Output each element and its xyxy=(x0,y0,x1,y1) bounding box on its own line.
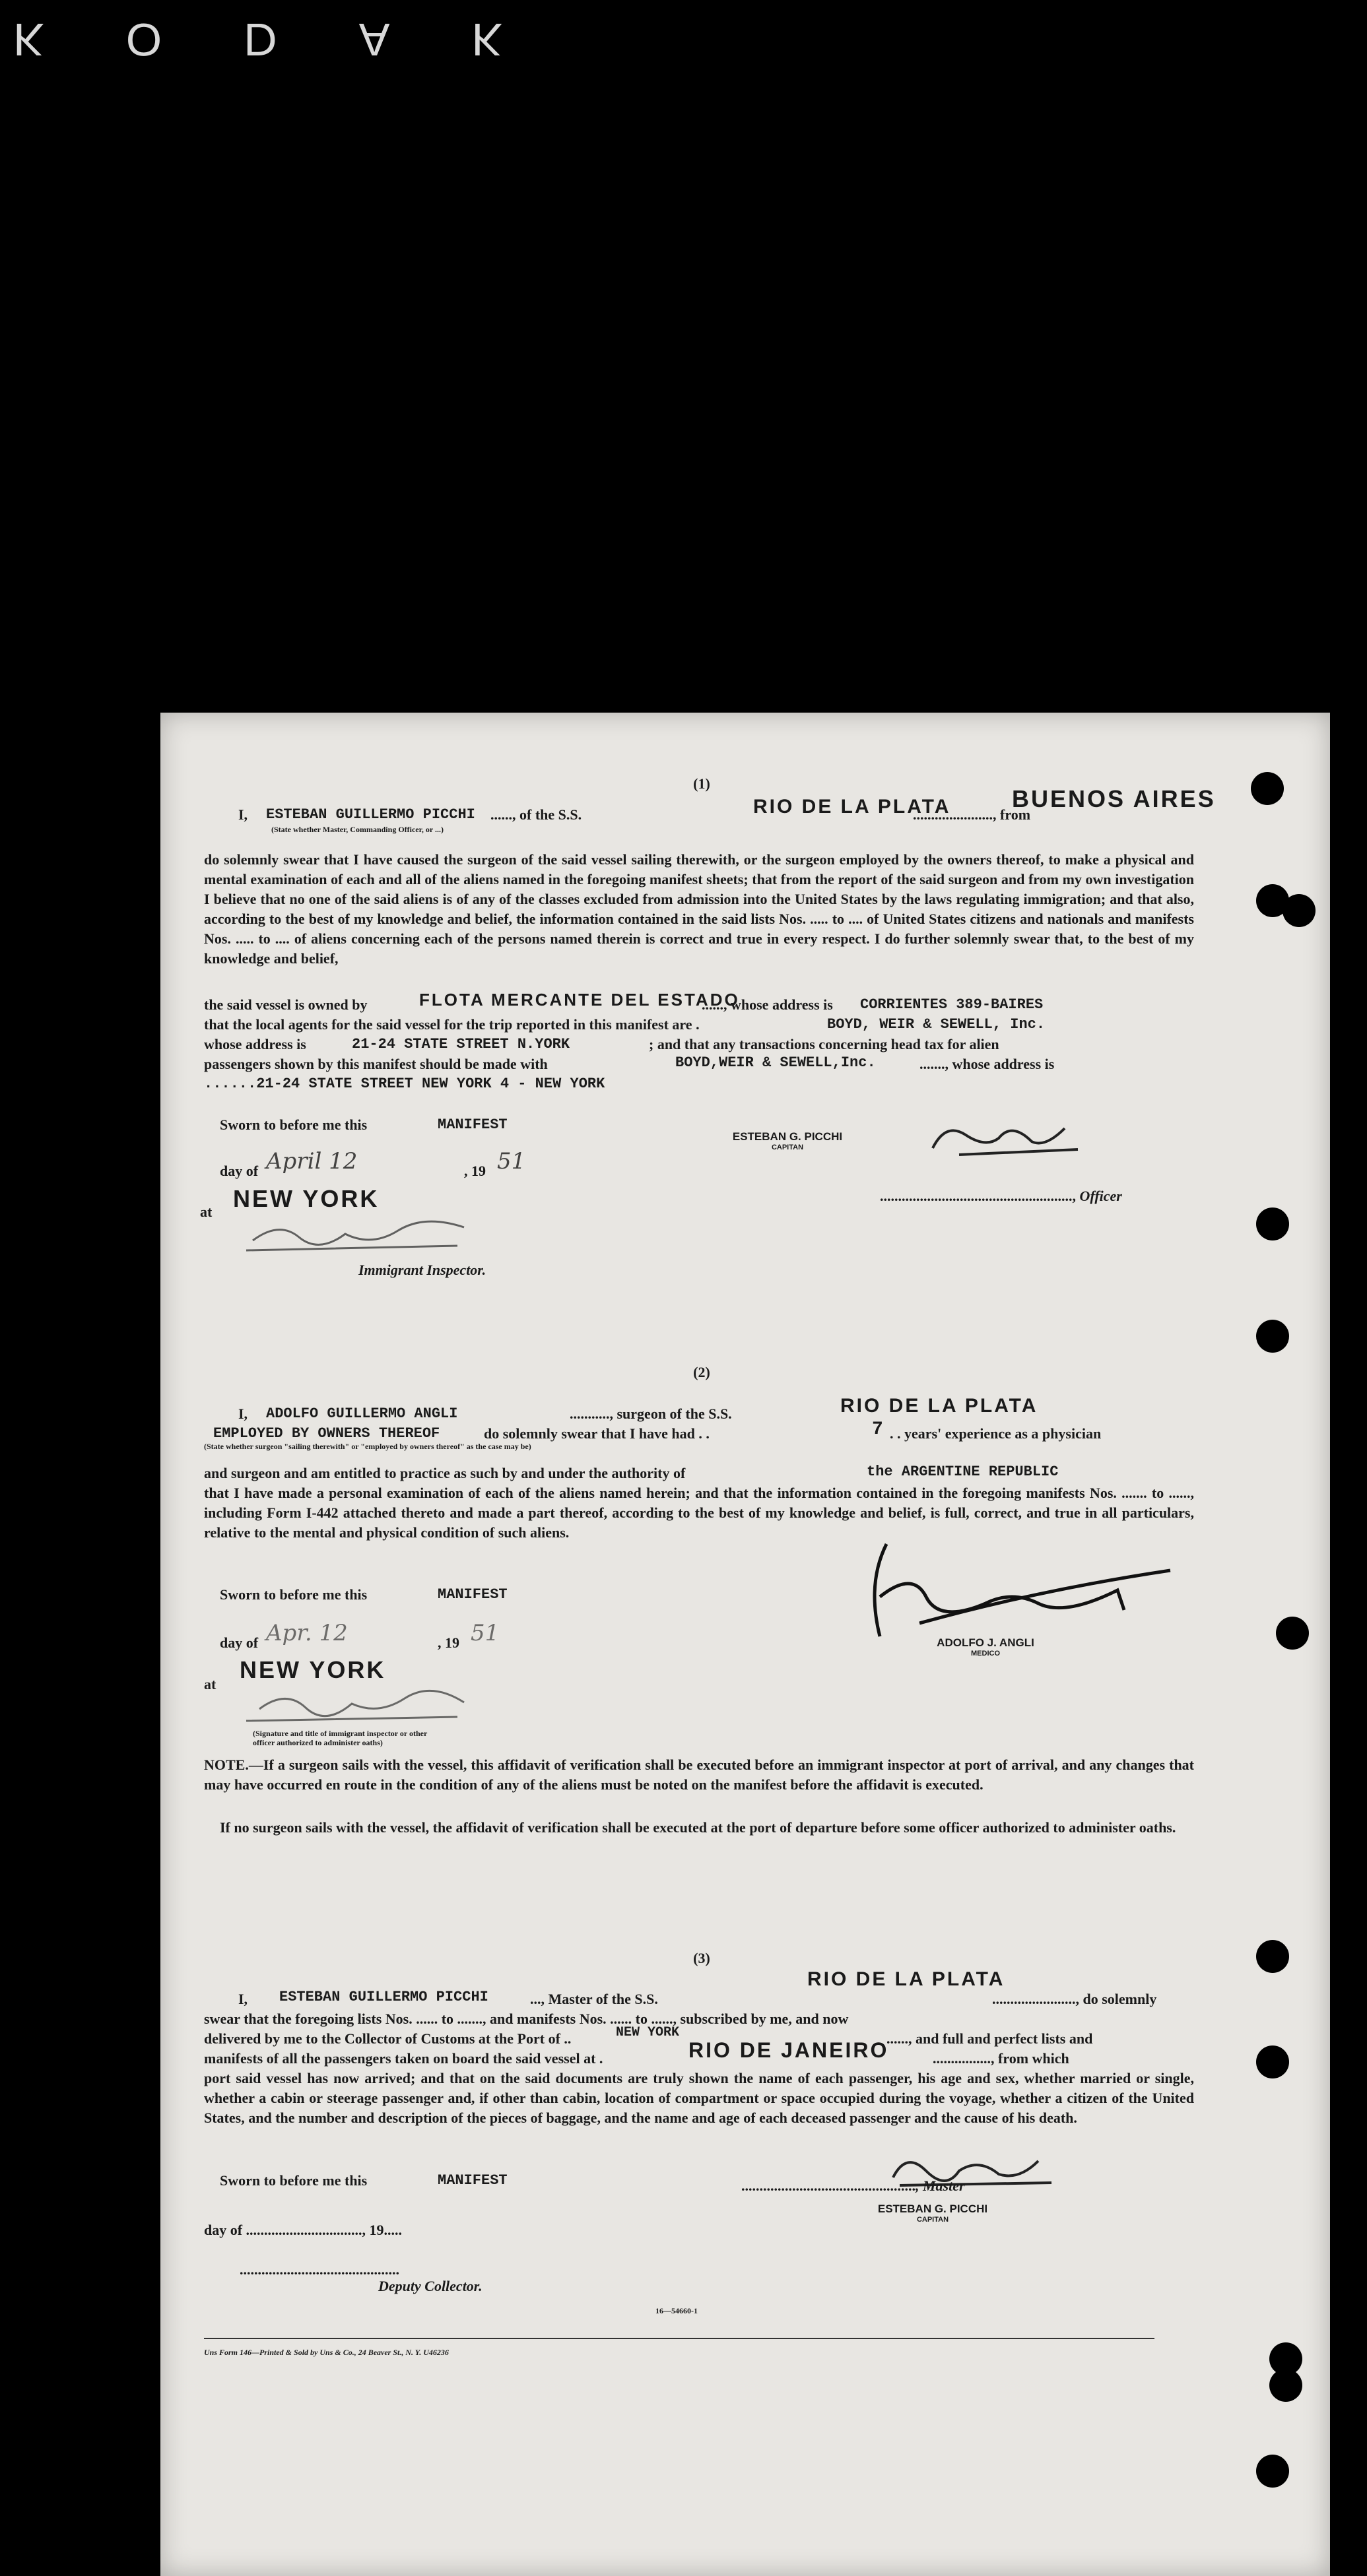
years-text: . . years' experience as a physician xyxy=(890,1425,1102,1442)
oath-prefix: I, xyxy=(238,1405,248,1422)
embark-line: manifests of all the passengers taken on board the said vessel at . xyxy=(204,2050,603,2067)
master-of-label: ..., Master of the S.S. xyxy=(530,1991,658,2007)
inspector-signature xyxy=(240,1683,477,1729)
sworn-label: Sworn to before me this xyxy=(220,2172,368,2189)
punch-hole xyxy=(1256,2455,1289,2488)
years-experience: 7 xyxy=(872,1419,883,1440)
swear-text: do solemnly swear that I have had . . xyxy=(484,1425,710,1442)
passengers-label: passengers shown by this manifest should be made with xyxy=(204,1056,548,1072)
agents-address-label: whose address is xyxy=(204,1036,306,1052)
surgeon-of-label: ..........., surgeon of the S.S. xyxy=(570,1405,732,1422)
punch-hole xyxy=(1283,894,1316,927)
stamp-name: ESTEBAN G. PICCHI xyxy=(877,2203,988,2215)
sworn-value: MANIFEST xyxy=(438,1116,508,1133)
sworn-date: April 12 xyxy=(266,1148,358,1175)
year-label: , 19 xyxy=(464,1163,486,1179)
sworn-value: MANIFEST xyxy=(438,2172,508,2189)
sworn-value: MANIFEST xyxy=(438,1586,508,1603)
ship-name: RIO DE LA PLATA xyxy=(840,1395,1038,1417)
embark-line-end: ................, from which xyxy=(933,2050,1069,2067)
manifest-page xyxy=(160,713,1330,2576)
head-tax-address: ......21-24 STATE STREET NEW YORK 4 - NEW YORK xyxy=(204,1076,605,1092)
film-edge-marking xyxy=(0,13,506,66)
master-stamp xyxy=(847,2203,1018,2224)
authority-value: the ARGENTINE REPUBLIC xyxy=(867,1464,1059,1480)
owned-by-label: the said vessel is owned by xyxy=(204,996,368,1013)
sworn-year: 51 xyxy=(497,1148,526,1175)
ship-name: RIO DE LA PLATA xyxy=(807,1968,1005,1990)
address-label: ......, whose address is xyxy=(702,996,833,1013)
note-paragraph: If no surgeon sails with the vessel, the affidavit of verification shall be executed at the port of departure before some officer authorized to administer oaths. xyxy=(220,1819,1176,1836)
punch-hole xyxy=(1256,1940,1289,1973)
film-letter: K xyxy=(471,14,506,65)
employment-status: EMPLOYED BY OWNERS THEREOF xyxy=(213,1425,440,1442)
state-whether-note: (State whether Master, Commanding Officer, or ...) xyxy=(271,825,444,834)
from-label: ......................, from xyxy=(913,806,1031,823)
officer-line: ....................................................., Officer xyxy=(880,1188,1122,1204)
agents-label: that the local agents for the said vessel for the trip reported in this manifest are . xyxy=(204,1016,700,1033)
master-stamp xyxy=(715,1130,860,1151)
form-number: 16—54660-1 xyxy=(655,2306,698,2315)
collector-dotted-line: ............................................ xyxy=(240,2261,399,2278)
swear-end: ......................., do solemnly xyxy=(992,1991,1157,2007)
state-whether-note: (State whether surgeon "sailing therewith" or "employed by owners thereof" as the case may be) xyxy=(204,1442,531,1451)
signature-caption: (Signature and title of immigrant inspector or other officer authorized to administer oaths) xyxy=(253,1729,428,1747)
surgeon-stamp xyxy=(906,1636,1065,1658)
section-number: (2) xyxy=(693,1364,710,1380)
stamp-name: ESTEBAN G. PICCHI xyxy=(732,1130,843,1143)
arrival-port: NEW YORK xyxy=(616,2025,680,2040)
stamp-title: CAPITAN xyxy=(771,1143,804,1151)
film-letter: K xyxy=(13,14,47,65)
punch-hole xyxy=(1251,772,1284,805)
film-letter: D xyxy=(244,14,280,65)
day-label: day of xyxy=(220,1634,259,1651)
year-label: , 19 xyxy=(438,1634,459,1651)
sworn-label: Sworn to before me this xyxy=(220,1116,368,1133)
embarkation-port: RIO DE JANEIRO xyxy=(688,2038,889,2062)
oath-body: that I have made a personal examination of each of the aliens named herein; and that the information contained in the foregoing manifests Nos. ....... to ......, including Form I-442 attached thereto and made a part thereof, according to the best of my knowledge and belief, is full, correct, and true in all particulars, relative to the mental and physical condition of such aliens. xyxy=(204,1485,1194,1541)
master-signature xyxy=(919,1109,1091,1168)
authority-label: and surgeon and am entitled to practice as such by and under the authority of xyxy=(204,1465,686,1481)
head-tax-address-label: ......., whose address is xyxy=(919,1056,1055,1072)
master-name: ESTEBAN GUILLERMO PICCHI xyxy=(266,806,475,823)
ss-label: ......, of the S.S. xyxy=(490,806,582,823)
at-label: at xyxy=(200,1204,213,1220)
section-number: (1) xyxy=(693,775,710,792)
stamp-title: CAPITAN xyxy=(916,2216,949,2224)
at-label: at xyxy=(204,1676,217,1692)
local-agents: BOYD, WEIR & SEWELL, Inc. xyxy=(827,1016,1046,1033)
inspector-signature xyxy=(240,1214,477,1260)
head-tax-text: ; and that any transactions concerning head tax for alien xyxy=(649,1036,999,1052)
footer-rule xyxy=(204,2338,1154,2339)
oath-body: do solemnly swear that I have caused the surgeon of the said vessel sailing therewith, or the surgeon employed by the owners thereof, to make a physical and mental examination of each and all of the aliens named in the foregoing manifest sheets; that from the report of the said surgeon and from my own investigation I believe that no one of the said aliens is of any of the classes excluded from admission into the United States by the laws regulating immigration; and that also, according to the best of my knowledge and belief, the information contained in the said lists Nos. ..... to .... of United States citizens and nationals and manifests Nos. ..... to .... of aliens concerning each of the persons named therein is correct and true in every respect. I do further solemnly swear that, to the best of my knowledge and belief, xyxy=(204,851,1194,967)
punch-hole xyxy=(1256,1320,1289,1353)
master-label: , Master xyxy=(916,2177,965,2194)
stamp-name: ADOLFO J. ANGLI xyxy=(937,1636,1034,1649)
stamp-title: MEDICO xyxy=(971,1650,1000,1658)
oath-prefix: I, xyxy=(238,1991,248,2007)
surgeon-name: ADOLFO GUILLERMO ANGLI xyxy=(266,1405,458,1422)
oath-body: port said vessel has now arrived; and that on the said documents are truly shown the name of each passenger, his age and sex, whether married or single, whether a cabin or steerage passenger and, if other than cabin, location of compartment or space occupied during the voyage, whether a citizen of the United States, and the number and description of the pieces of baggage, and the name and age of each deceased passenger and the cause of his death. xyxy=(204,2070,1194,2126)
collector-line-end: ......, and full and perfect lists and xyxy=(886,2030,1093,2047)
section-number: (3) xyxy=(693,1950,710,1966)
sworn-year: 51 xyxy=(471,1620,500,1646)
punch-hole xyxy=(1269,2369,1302,2402)
punch-hole xyxy=(1256,1208,1289,1240)
ship-name: RIO DE LA PLATA xyxy=(753,796,951,818)
film-letter: A xyxy=(358,14,393,65)
sworn-place: NEW YORK xyxy=(233,1185,380,1212)
departure-port: BUENOS AIRES xyxy=(1012,785,1216,812)
collector-title: Deputy Collector. xyxy=(378,2278,483,2294)
day-line: day of ................................, 19..... xyxy=(204,2222,403,2238)
master-name: ESTEBAN GUILLERMO PICCHI xyxy=(279,1989,488,2005)
inspector-title: Immigrant Inspector. xyxy=(358,1262,486,1278)
officer-label: Officer xyxy=(1079,1188,1122,1204)
head-tax-agent: BOYD,WEIR & SEWELL,Inc. xyxy=(675,1054,876,1071)
punch-hole xyxy=(1256,2045,1289,2078)
owner-address: CORRIENTES 389-BAIRES xyxy=(860,996,1044,1013)
day-label: day of xyxy=(220,1163,259,1179)
note-paragraph: NOTE.—If a surgeon sails with the vessel, this affidavit of verification shall be executed before an immigrant inspector at port of arrival, and any changes that may have occurred en route in the condition of any of the aliens must be noted on the manifest before the affidavit is executed. xyxy=(204,1756,1194,1793)
punch-hole xyxy=(1276,1617,1309,1650)
master-line: ................................................, Master xyxy=(741,2177,965,2194)
lists-line: swear that the foregoing lists Nos. ...... to ......., and manifests Nos. ...... to ......, subscribed by me, and now xyxy=(204,2011,849,2027)
film-letter: O xyxy=(125,14,165,65)
oath-prefix: I, xyxy=(238,806,248,823)
sworn-label: Sworn to before me this xyxy=(220,1586,368,1603)
vessel-owner: FLOTA MERCANTE DEL ESTADO xyxy=(419,990,740,1010)
collector-line: delivered by me to the Collector of Customs at the Port of .. xyxy=(204,2030,572,2047)
printer-credit: Uns Form 146—Printed & Sold by Uns & Co., 24 Beaver St., N. Y. U46236 xyxy=(204,2348,449,2357)
agents-address: 21-24 STATE STREET N.YORK xyxy=(352,1036,570,1052)
sworn-date: Apr. 12 xyxy=(266,1620,348,1646)
sworn-place: NEW YORK xyxy=(240,1656,386,1683)
